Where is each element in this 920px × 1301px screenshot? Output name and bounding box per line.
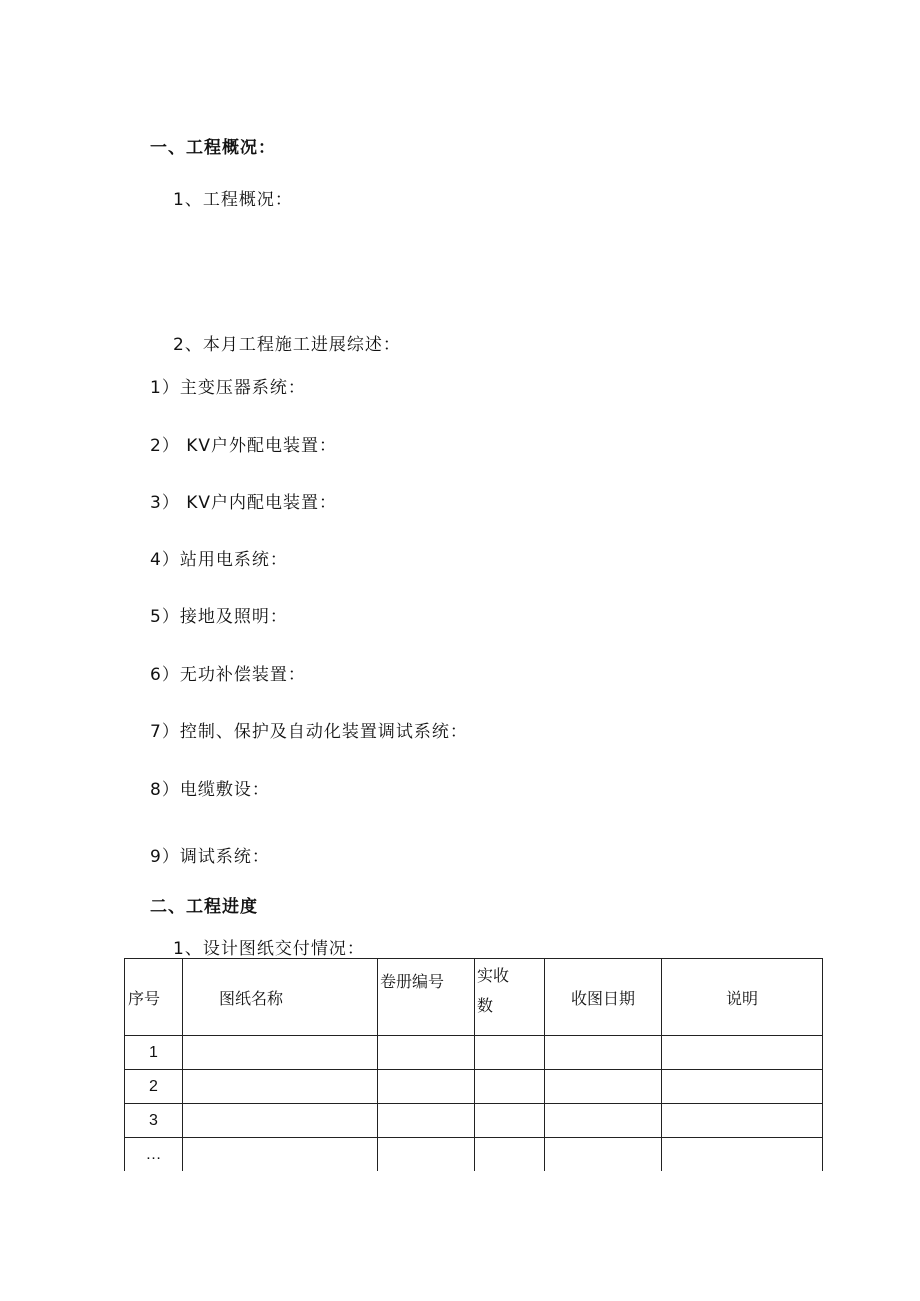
cell-volume-number	[378, 1104, 475, 1138]
row-seq: 3	[125, 1104, 183, 1138]
cell-received-qty	[475, 1036, 545, 1070]
item-grounding-lighting: 5）接地及照明：	[150, 607, 288, 627]
cell-drawing-name	[183, 1138, 378, 1172]
item-control-protection: 7）控制、保护及自动化装置调试系统：	[150, 722, 468, 742]
cell-note	[662, 1104, 823, 1138]
cell-drawing-name	[183, 1104, 378, 1138]
item-station-power: 4）站用电系统：	[150, 550, 288, 570]
cell-receive-date	[545, 1070, 662, 1104]
cell-drawing-name	[183, 1070, 378, 1104]
header-note: 说明	[662, 959, 823, 1036]
cell-note	[662, 1070, 823, 1104]
heading-project-schedule: 二、工程进度	[150, 897, 258, 917]
subheading-drawing-delivery: 1、设计图纸交付情况：	[173, 939, 365, 959]
item-reactive-compensation: 6）无功补偿装置：	[150, 665, 306, 685]
item-cable-laying: 8）电缆敷设：	[150, 780, 270, 800]
heading-project-overview: 一、工程概况：	[150, 138, 276, 158]
header-drawing-name: 图纸名称	[183, 959, 378, 1036]
cell-note	[662, 1138, 823, 1172]
cell-volume-number	[378, 1070, 475, 1104]
header-seq: 序号	[125, 959, 183, 1036]
cell-received-qty	[475, 1104, 545, 1138]
cell-received-qty	[475, 1138, 545, 1172]
cell-volume-number	[378, 1138, 475, 1172]
table-header-row	[125, 959, 823, 1036]
cell-volume-number	[378, 1036, 475, 1070]
cell-note	[662, 1036, 823, 1070]
cell-received-qty	[475, 1070, 545, 1104]
header-received-qty	[475, 959, 545, 1036]
cell-receive-date	[545, 1138, 662, 1172]
row-seq: …	[125, 1138, 183, 1172]
cell-drawing-name	[183, 1036, 378, 1070]
subheading-monthly-progress: 2、本月工程施工进展综述：	[173, 335, 401, 355]
row-seq: 1	[125, 1036, 183, 1070]
table-row	[125, 1070, 823, 1104]
header-received-qty-line2: 数	[477, 996, 494, 1015]
row-seq: 2	[125, 1070, 183, 1104]
header-received-qty-line1: 实收	[477, 966, 510, 985]
subheading-overview: 1、工程概况：	[173, 190, 293, 210]
table-row	[125, 1036, 823, 1070]
header-receive-date: 收图日期	[545, 959, 662, 1036]
header-volume-number: 卷册编号	[378, 959, 475, 1036]
item-outdoor-switchgear: 2） KV户外配电装置：	[150, 436, 337, 456]
item-commissioning: 9）调试系统：	[150, 847, 270, 867]
table-row	[125, 1138, 823, 1172]
table-row	[125, 1104, 823, 1138]
cell-receive-date	[545, 1036, 662, 1070]
cell-receive-date	[545, 1104, 662, 1138]
item-indoor-switchgear: 3） KV户内配电装置：	[150, 493, 337, 513]
item-transformer-system: 1）主变压器系统：	[150, 378, 306, 398]
drawing-delivery-table	[124, 958, 823, 1171]
